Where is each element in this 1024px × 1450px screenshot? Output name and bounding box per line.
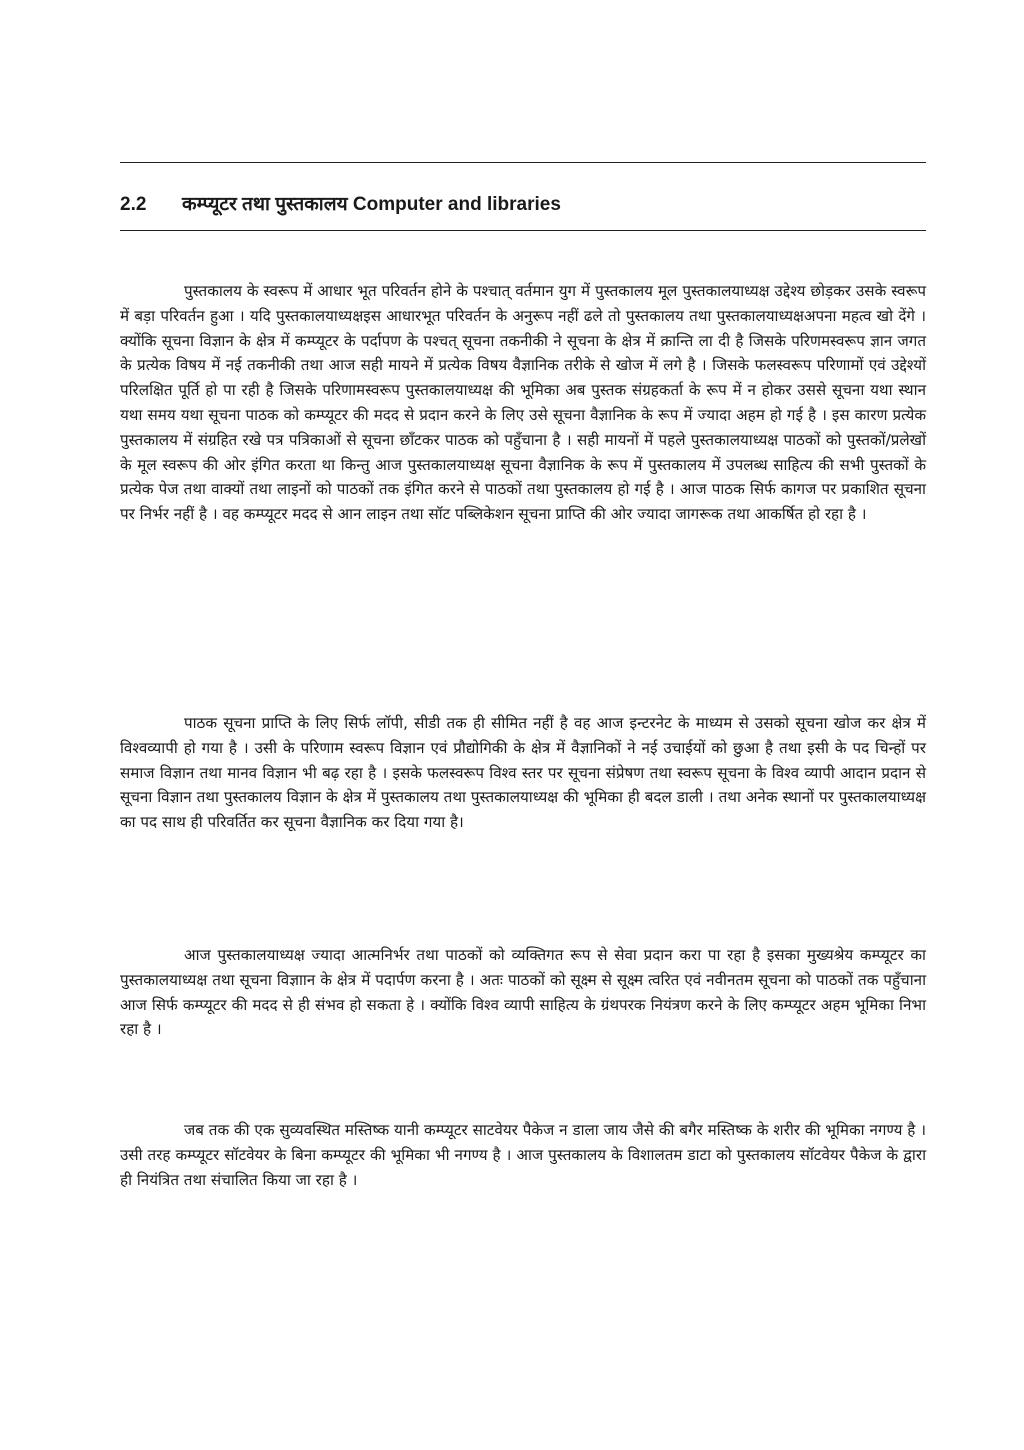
paragraph-4: जब तक की एक सुव्यवस्थित मस्तिष्क यानी कम्प्यूटर साटवेयर पैकेज न डाला जाय जैसे की बगैर मस्तिष्क के शरीर की भूमिका नगण्य है । उसी तरह कम्प्यूटर सॉटवेयर के बिना कम्प्यूटर की भूमिका भी नगण्य है । आज पुस्तकालय के विशालतम डाटा को पुस्तकालय सॉटवेयर पैकेज के द्वारा ही नियंत्रित तथा संचालित किया जा रहा है । (120, 1121, 926, 1189)
bottom-rule (120, 230, 926, 231)
document-page (120, 0, 926, 1450)
paragraph-2: पाठक सूचना प्राप्ति के लिए सिर्फ लॉपी, सीडी तक ही सीमित नहीं है वह आज इन्टरनेट के माध्यम से उसको सूचना खोज कर क्षेत्र में विश्वव्यापी हो गया है । उसी के परिणाम स्वरूप विज्ञान एवं प्रौद्योगिकी के क्षेत्र में वैज्ञानिकों ने नई उचाईयों को छुआ है तथा इसी के पद चिन्हों पर समाज विज्ञान तथा मानव विज्ञान भी बढ़ रहा है । इसके फलस्वरूप विश्व स्तर पर सूचना संप्रेषण तथा स्वरूप सूचना के विश्व व्यापी आदान प्रदान से सूचना विज्ञान तथा पुस्तकालय विज्ञान के क्षेत्र में पुस्तकालय तथा पुस्तकालयाध्यक्ष की भूमिका ही बदल डाली । तथा अनेक स्थानों पर पुस्तकालयाध्यक्ष का पद साथ ही परिवर्तित कर सूचना वैज्ञानिक कर दिया गया है। (120, 714, 926, 832)
top-rule (120, 162, 926, 163)
section-heading (120, 192, 926, 218)
paragraph-1: पुस्तकालय के स्वरूप में आधार भूत परिवर्तन होने के पश्चात् वर्तमान युग में पुस्तकालय मूल पुस्तकालयाध्यक्ष उद्देश्य छोड़कर उसके स्वरूप में बड़ा परिवर्तन हुआ । यदि पुस्तकालयाध्यक्षइस आधारभूत परिवर्तन के अनुरूप नहीं ढले तो पुस्तकालय तथा पुस्तकालयाध्यक्षअपना महत्व खो देंगे । क्योंकि सूचना विज्ञान के क्षेत्र में कम्प्यूटर के पर्दापण के पश्चत् सूचना तकनीकी ने सूचना के क्षेत्र में क्रान्ति ला दी है जिसके परिणमस्वरूप ज्ञान जगत के प्रत्येक विषय में नई तकनीकी तथा आज सही मायने में प्रत्येक विषय वैज्ञानिक तरीके से खोज में लगे है । जिसके फलस्वरूप परिणामों एवं उद्देश्यों परिलक्षित पूर्ति हो पा रही है जिसके परिणामस्वरूप पुस्तकालयाध्यक्ष की भूमिका अब पुस्तक संग्रहकर्ता के रूप में न होकर उससे सूचना यथा स्थान यथा समय यथा सूचना पाठक को कम्प्यूटर की मदद से प्रदान करने के लिए उसे सूचना वैज्ञानिक के रूप में ज्यादा अहम हो गई है । इस कारण प्रत्येक पुस्तकालय में संग्रहित रखे पत्र पत्रिकाओं से सूचना छाँटकर पाठक को पहुँचाना है । सही मायनों में पहले पुस्तकालयाध्यक्ष पाठकों को पुस्तकों/प्रलेखों के मूल स्वरूप की ओर इंगित करता था किन्तु आज पुस्तकालयाध्यक्ष सूचना वैज्ञानिक के रूप में पुस्तकालय में उपलब्ध साहित्य की सभी पुस्तकों के प्रत्येक पेज तथा वाक्यों तथा लाइनों को पाठकों तक इंगित करने से पाठकों तथा पुस्तकालय हो गई है । आज पाठक सिर्फ कागज पर प्रकाशित सूचना पर निर्भर नहीं है । वह कम्प्यूटर मदद से आन लाइन तथा सॉट पब्लिकेशन सूचना प्राप्ति की ओर ज्यादा जागरूक तथा आकर्षित हो रहा है । (120, 282, 926, 524)
paragraph-3: आज पुस्तकालयाध्यक्ष ज्यादा आत्मनिर्भर तथा पाठकों को व्यक्तिगत रूप से सेवा प्रदान करा पा रहा है इसका मुख्यश्रेय कम्प्यूटर का पुस्तकालयाध्यक्ष तथा सूचना विज्ञाान के क्षेत्र में पदार्पण करना है । अतः पाठकों को सूक्ष्म से सूक्ष्म त्वरित एवं नवीनतम सूचना को पाठकों तक पहुँचाना आज सिर्फ कम्प्यूटर की मदद से ही संभव हो सकता हे । क्योंकि विश्व व्यापी साहित्य के ग्रंथपरक नियंत्रण करने के लिए कम्प्यूटर अहम भूमिका निभा रहा है । (120, 946, 926, 1039)
section-title: कम्प्यूटर तथा पुस्तकालय Computer and libraries (182, 194, 561, 215)
section-number: 2.2 (120, 194, 147, 215)
